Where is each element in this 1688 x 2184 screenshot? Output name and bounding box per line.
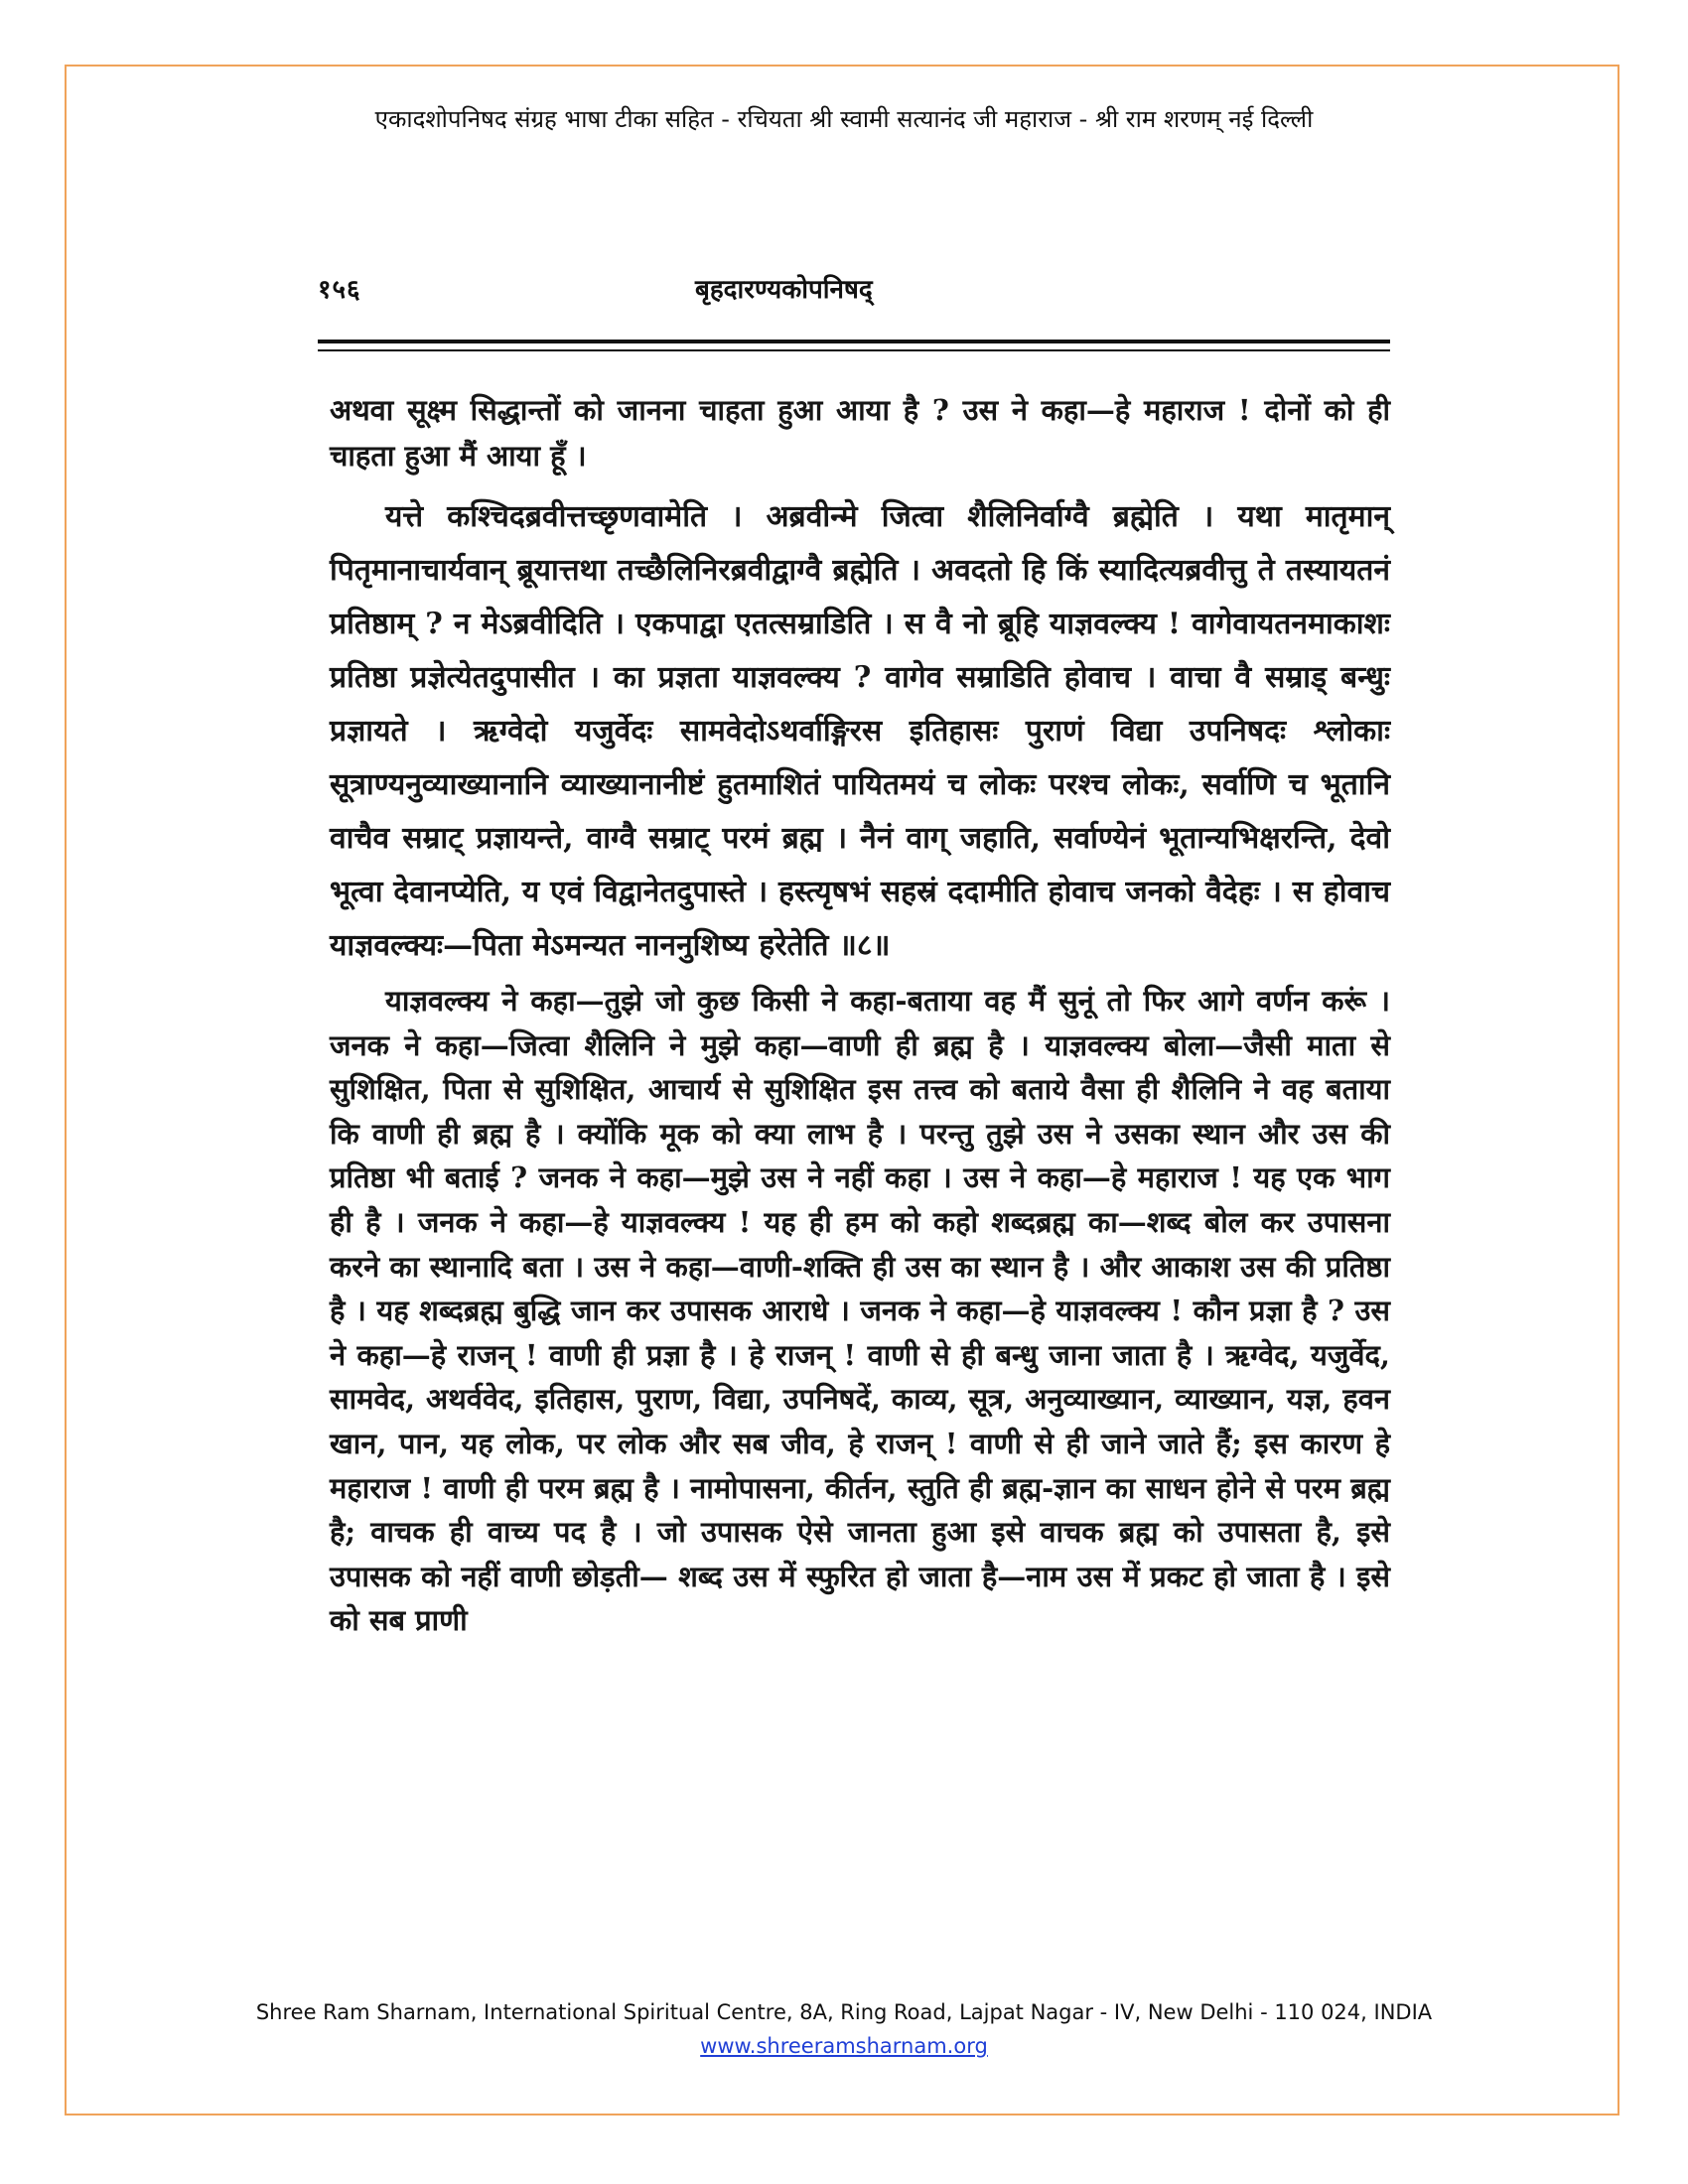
running-head [318,270,1390,310]
footer-address: Shree Ram Sharnam, International Spiritual Centre, 8A, Ring Road, Lajpat Nagar - IV, New Delhi - 110 024, INDIA [255,2000,1433,2024]
sanskrit-verse: यत्ते कश्चिदब्रवीत्तच्छृणवामेति । अब्रवीन्मे जित्वा शैलिनिर्वाग्वै ब्रह्मेति । यथा मातृमान् पितृमानाचार्यवान् ब्रूयात्तथा तच्छैलिनिरब्रवीद्वाग्वै ब्रह्मेति । अवदतो हि किं स्यादित्यब्रवीत्तु ते तस्यायतनं प्रतिष्ठाम् ? न मेऽब्रवीदिति । एकपाद्वा एतत्सम्राडिति । स वै नो ब्रूहि याज्ञवल्क्य ! वागेवायतनमाकाशः प्रतिष्ठा प्रज्ञेत्येतदुपासीत । का प्रज्ञता याज्ञवल्क्य ? वागेव सम्राडिति होवाच । वाचा वै सम्राड् बन्धुः प्रज्ञायते । ऋग्वेदो यजुर्वेदः सामवेदोऽथर्वाङ्गिरस इतिहासः पुराणं विद्या उपनिषदः श्लोकाः सूत्राण्यनुव्याख्यानानि व्याख्यानानीष्टं हुतमाशितं पायितमयं च लोकः परश्च लोकः, सर्वाणि च भूतानि वाचैव सम्राट् प्रज्ञायन्ते, वाग्वै सम्राट् परमं ब्रह्म । नैनं वाग् जहाति, सर्वाण्येनं भूतान्यभिक्षरन्ति, देवो भूत्वा देवानप्येति, य एवं विद्वानेतदुपास्ते । हस्त्यृषभं सहस्रं ददामीति होवाच जनको वैदेहः । स होवाच याज्ञवल्क्यः—पिता मेऽमन्यत नाननुशिष्य हरेतेति ॥८॥ [330,499,1390,963]
page-number: १५६ [318,275,361,305]
hindi-commentary: याज्ञवल्क्य ने कहा—तुझे जो कुछ किसी ने कहा-बताया वह मैं सुनूं तो फिर आगे वर्णन करूं । जनक ने कहा—जित्वा शैलिनि ने मुझे कहा—वाणी ही ब्रह्म है । याज्ञवल्क्य बोला—जैसी माता से सुशिक्षित, पिता से सुशिक्षित, आचार्य से सुशिक्षित इस तत्त्व को बताये वैसा ही शैलिनि ने वह बताया कि वाणी ही ब्रह्म है । क्योंकि मूक को क्या लाभ है । परन्तु तुझे उस ने उसका स्थान और उस की प्रतिष्ठा भी बताई ? जनक ने कहा—मुझे उस ने नहीं कहा । उस ने कहा—हे महाराज ! यह एक भाग ही है । जनक ने कहा—हे याज्ञवल्क्य ! यह ही हम को कहो शब्दब्रह्म का—शब्द बोल कर उपासना करने का स्थानादि बता । उस ने कहा—वाणी-शक्ति ही उस का स्थान है । और आकाश उस की प्रतिष्ठा है । यह शब्दब्रह्म बुद्धि जान कर उपासक आराधे । जनक ने कहा—हे याज्ञवल्क्य ! कौन प्रज्ञा है ? उस ने कहा—हे राजन् ! वाणी ही प्रज्ञा है । हे राजन् ! वाणी से ही बन्धु जाना जाता है । ऋग्वेद, यजुर्वेद, सामवेद, अथर्ववेद, इतिहास, पुराण, विद्या, उपनिषदें, काव्य, सूत्र, अनुव्याख्यान, व्याख्यान, यज्ञ, हवन खान, पान, यह लोक, पर लोक और सब जीव, हे राजन् ! वाणी से ही जाने जाते हैं; इस कारण हे महाराज ! वाणी ही परम ब्रह्म है । नामोपासना, कीर्तन, स्तुति ही ब्रह्म-ज्ञान का साधन होने से परम ब्रह्म है; वाचक ही वाच्य पद है । जो उपासक ऐसे जानता हुआ इसे वाचक ब्रह्म को उपासता है, इसे उपासक को नहीं वाणी छोड़ती— शब्द उस में स्फुरित हो जाता है—नाम उस में प्रकट हो जाता है । इसे को सब प्राणी [330,984,1390,1638]
running-title: बृहदारण्यकोपनिषद् [695,275,873,305]
document-header: एकादशोपनिषद संग्रह भाषा टीका सहित - रचियता श्री स्वामी सत्यानंद जी महाराज - श्री राम शरणम् नई दिल्ली [374,105,1314,133]
website-link[interactable]: www.shreeramsharnam.org [700,2034,988,2058]
scanned-page [298,248,1400,1980]
footer [99,1995,1589,2063]
body-text [330,387,1390,1643]
intro-paragraph: अथवा सूक्ष्म सिद्धान्तों को जानना चाहता हुआ आया है ? उस ने कहा—हे महाराज ! दोनों को ही चाहता हुआ मैं आया हूँ । [330,393,1390,473]
header-rule-thick [318,340,1390,343]
header-rule-thin [318,349,1390,351]
